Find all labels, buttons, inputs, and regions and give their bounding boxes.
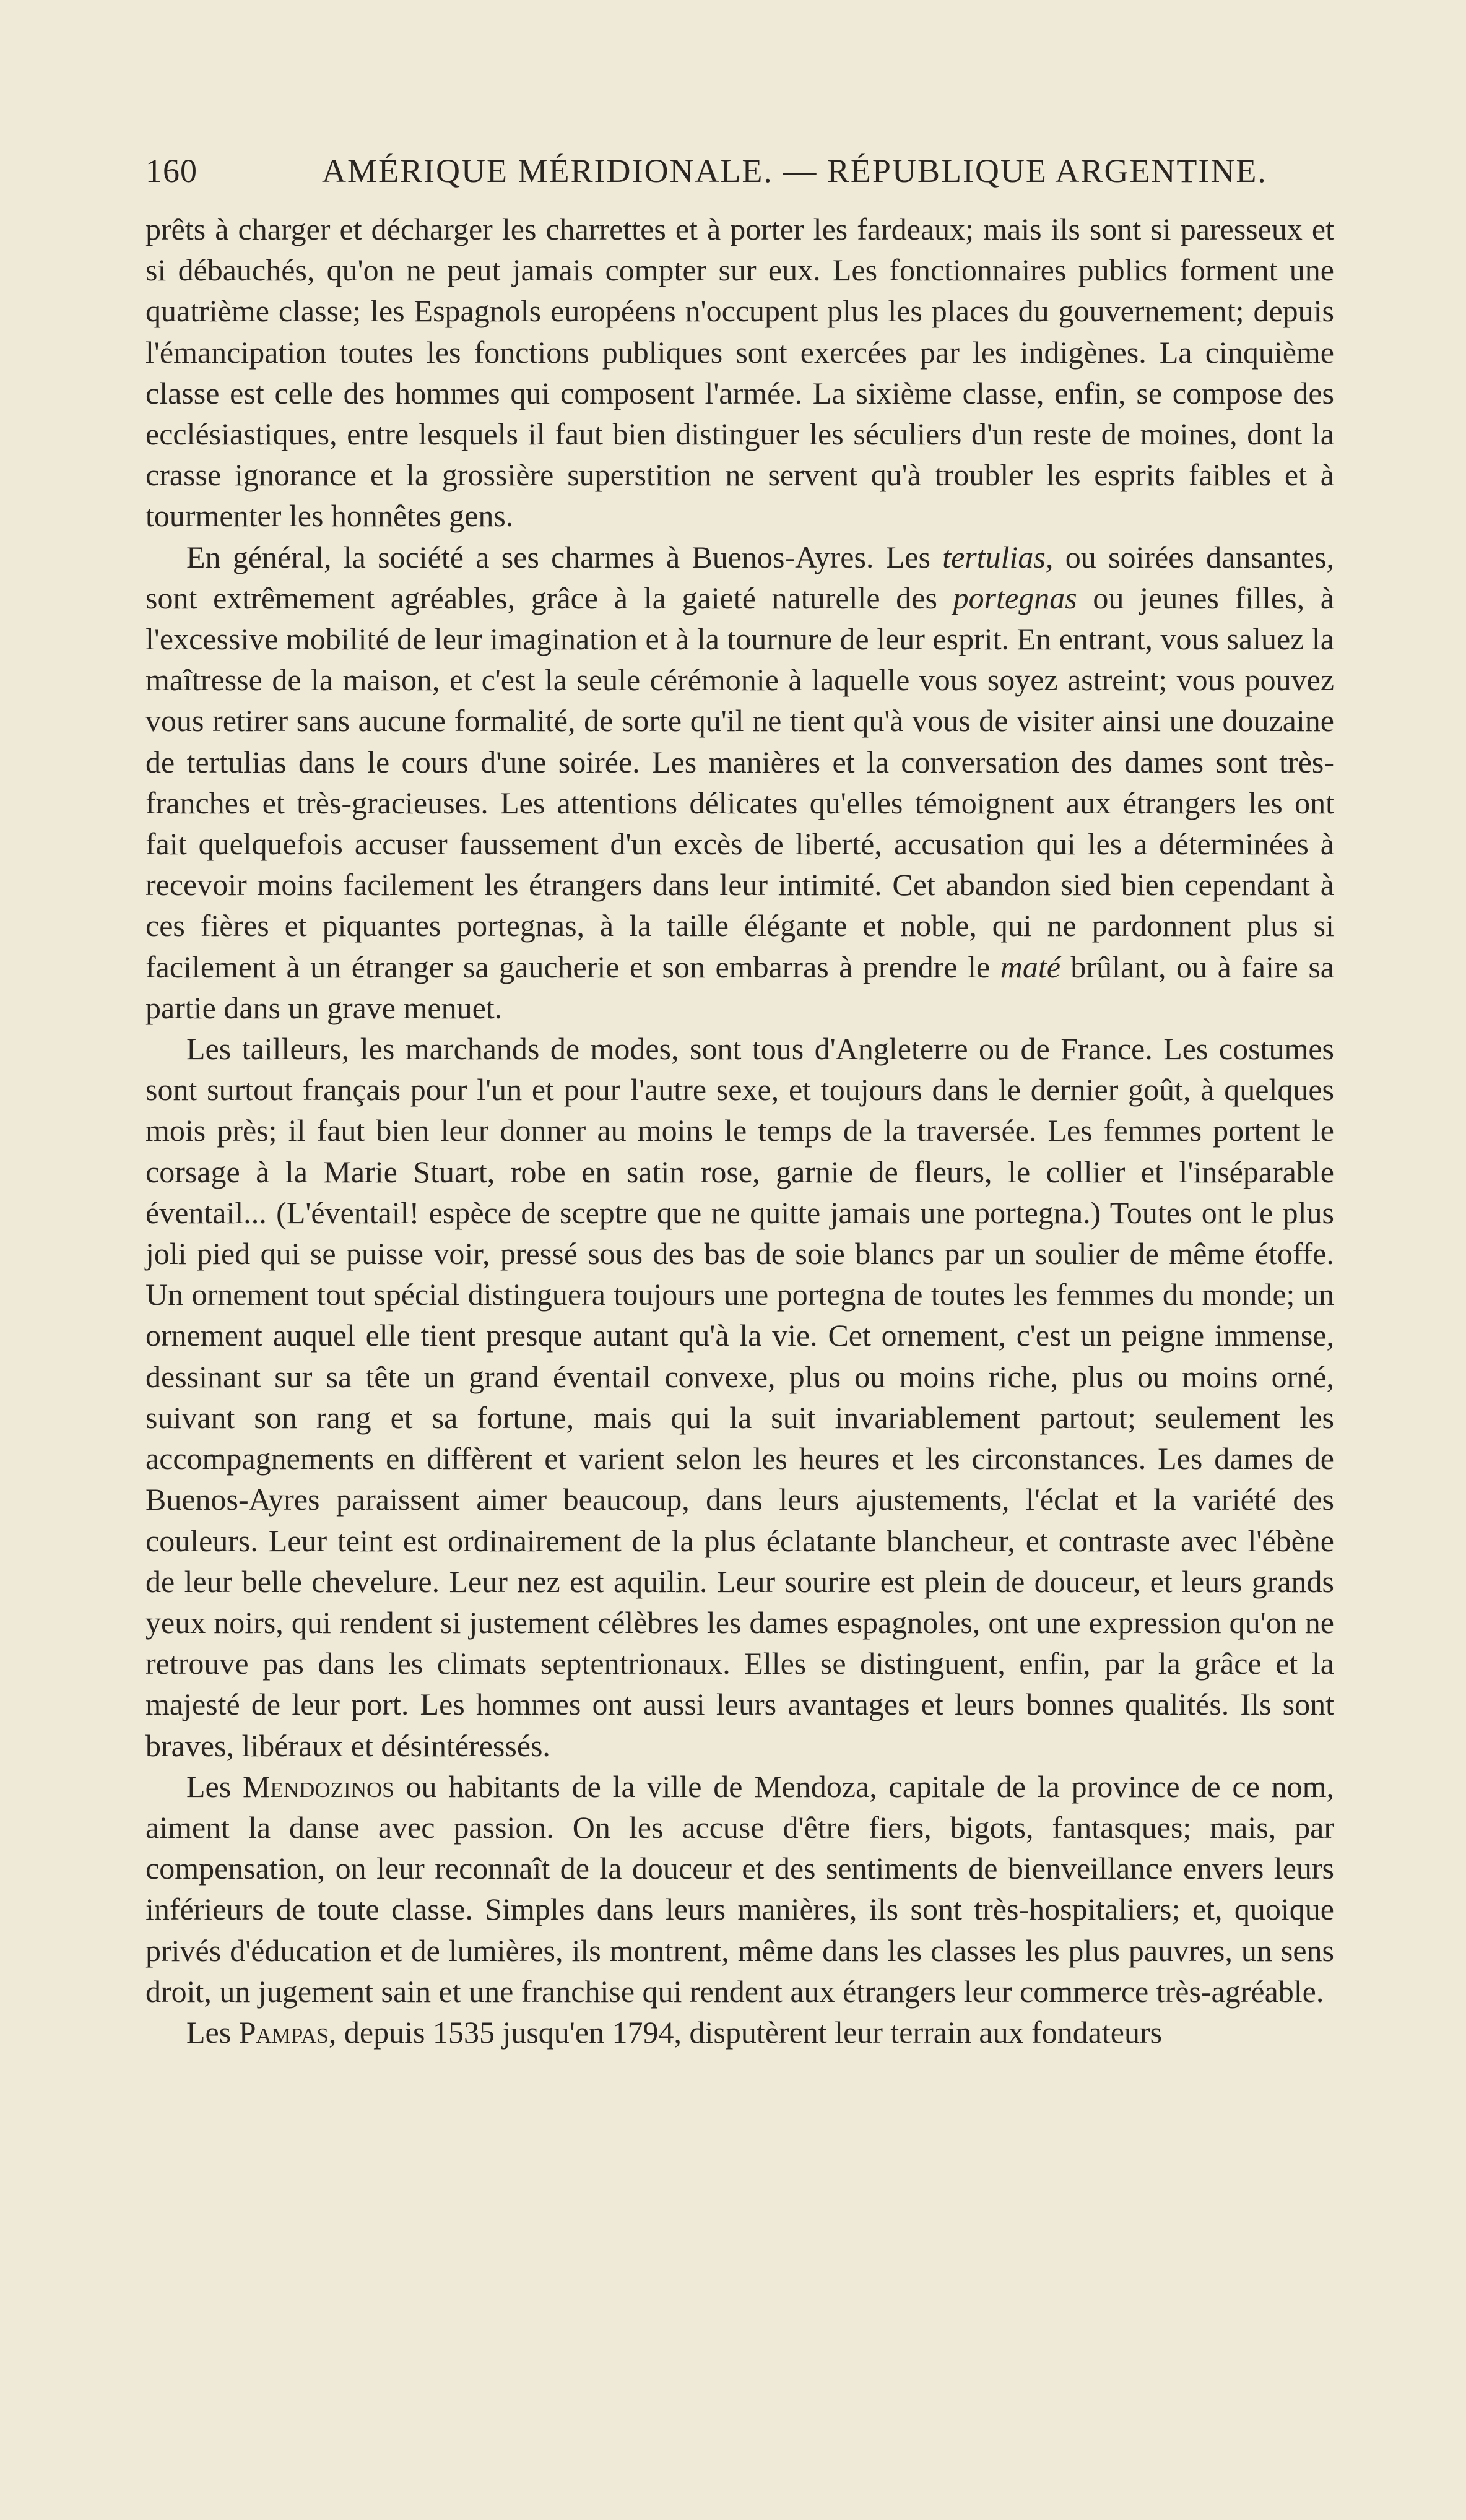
paragraph-continuation: prêts à charger et décharger les charrettes et à porter les fardeaux; mais ils sont si paresseux et si débauchés, qu'on ne peut jamais compter sur eux. Les fonctionnaires publics forment une quatrième classe; les Espagnols européens n'occupent plus les places du gouvernement; depuis l'émancipation toutes les fonctions publiques sont exercées par les indigènes. La cinquième classe est celle des hommes qui composent l'armée. La sixième classe, enfin, se compose des ecclésiastiques, entre lesquels il faut bien distinguer les séculiers d'un reste de moines, dont la crasse ignorance et la grossière superstition ne servent qu'à troubler les esprits faibles et à tourmenter les honnêtes gens. bbox=[145, 212, 1334, 534]
running-head: AMÉRIQUE MÉRIDIONALE. — RÉPUBLIQUE ARGENTINE. bbox=[322, 152, 1267, 189]
paragraph-fashion: Les tailleurs, les marchands de modes, sont tous d'Angleterre ou de France. Les costumes sont surtout français pour l'un et pour l'autre sexe, et toujours dans le dernier goût, à quelques mois près; il faut bien leur donner au moins le temps de la traversée. Les femmes portent le corsage à la Marie Stuart, robe en satin rose, garnie de fleurs, le collier et l'inséparable éventail... (L'éventail! espèce de sceptre que ne quitte jamais une portegna.) Toutes ont le plus joli pied qui se puisse voir, pressé sous des bas de soie blancs par un soulier de même étoffe. Un ornement tout spécial distinguera toujours une portegna de toutes les femmes du monde; un ornement auquel elle tient presque autant qu'à la vie. Cet ornement, c'est un peigne immense, dessinant sur sa tête un grand éventail convexe, plus ou moins riche, plus ou moins orné, suivant son rang et sa fortune, mais qui la suit invariablement partout; seulement les accompagnements en diffèrent et varient selon les heures et les circonstances. Les dames de Buenos-Ayres paraissent aimer beaucoup, dans leurs ajustements, l'éclat et la variété des couleurs. Leur teint est ordinairement de la plus éclatante blancheur, et contraste avec l'ébène de leur belle chevelure. Leur nez est aquilin. Leur sourire est plein de douceur, et leurs grands yeux noirs, qui rendent si justement célèbres les dames espagnoles, ont une expression qu'on ne retrouve pas dans les climats septentrionaux. Elles se distinguent, enfin, par la grâce et la majesté de leur port. Les hommes ont aussi leurs avantages et leurs bonnes qualités. Ils sont braves, libéraux et désintéressés. bbox=[145, 1031, 1334, 1763]
text-run: , depuis 1535 jusqu'en 1794, disputèrent leur terrain aux fondateurs bbox=[328, 2014, 1163, 2050]
paragraph-mendozinos bbox=[145, 1766, 1334, 2012]
page bbox=[145, 145, 1335, 2050]
small-caps-term-mendozinos: Mendozinos bbox=[243, 1769, 394, 1804]
text-run: ou soirées dansantes, sont extrêmement agréables, grâce à la gaieté naturelle des bbox=[145, 539, 1335, 615]
text-run: ou jeunes filles, à l'excessive mobilité de leur imagination et à la tournure de leur esprit. En entrant, vous saluez la maîtresse de la maison, et c'est la seule cérémonie à laquelle vous soyez astreint; vous pouvez vous retirer sans aucune formalité, de sorte qu'il ne tient qu'à vous de visiter ainsi une douzaine de tertulias dans le cours d'une soirée. Les manières et la conversation des dames sont très-franches et très-gracieuses. Les attentions délicates qu'elles témoignent aux étrangers les ont fait quelquefois accuser faussement d'un excès de liberté, accusation qui les a déterminées à recevoir moins facilement les étrangers dans leur intimité. Cet abandon sied bien cependant à ces fières et piquantes portegnas, à la taille élégante et noble, qui ne pardonnent plus si facilement à un étranger sa gaucherie et son embarras à prendre le bbox=[145, 580, 1335, 984]
paragraph-society bbox=[145, 537, 1334, 1028]
body-text bbox=[145, 209, 1334, 2053]
italic-term-mate: maté bbox=[1000, 949, 1060, 984]
text-run: En général, la société a ses charmes à Buenos-Ayres. Les bbox=[186, 539, 943, 574]
text-run: ou habitants de la ville de Mendoza, capitale de la province de ce nom, aiment la danse avec passion. On les accuse d'être fiers, bigots, fantasques; mais, par compensation, on leur reconnaît de la douceur et des sentiments de bienveillance envers leurs inférieurs de toute classe. Simples dans leurs manières, ils sont très-hospitaliers; et, quoique privés d'éducation et de lumières, ils montrent, même dans les classes les plus pauvres, un sens droit, un jugement sain et une franchise qui rendent aux étrangers leur commerce très-agréable. bbox=[145, 1769, 1334, 2009]
text-run: Les bbox=[186, 2014, 239, 2050]
paragraph-pampas bbox=[145, 2012, 1334, 2053]
italic-term-tertulias: tertulias, bbox=[942, 539, 1054, 574]
page-number: 160 bbox=[145, 152, 197, 189]
text-run: brûlant, ou à faire sa partie dans un grave menuet. bbox=[145, 949, 1334, 1025]
page-header bbox=[145, 145, 1334, 201]
text-run: Les bbox=[186, 1769, 243, 1804]
italic-term-portegnas: portegnas bbox=[953, 580, 1077, 615]
small-caps-term-pampas: Pampas bbox=[238, 2014, 329, 2050]
